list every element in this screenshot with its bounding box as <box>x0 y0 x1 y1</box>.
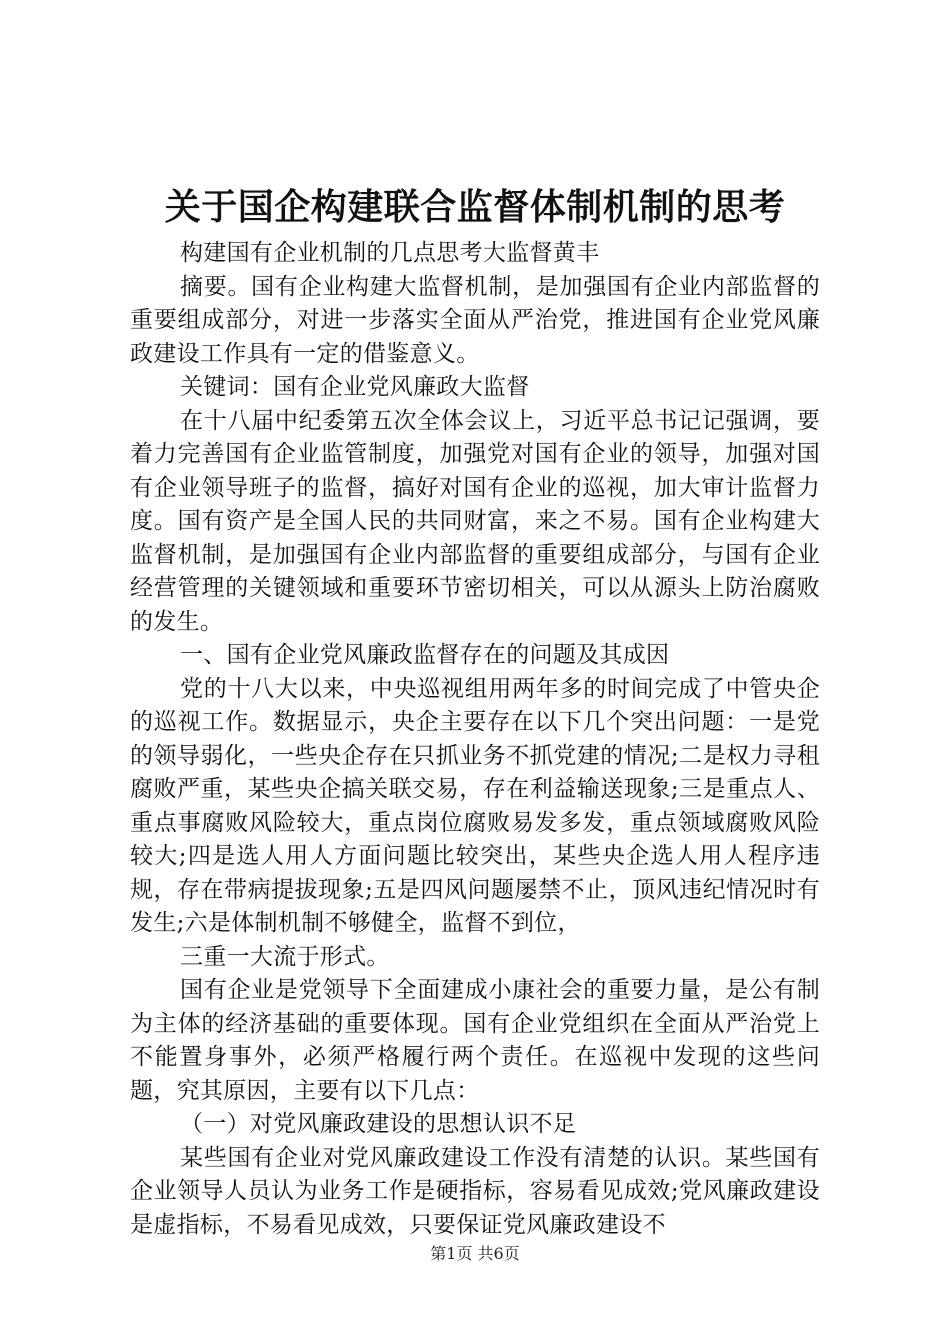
paragraph-problems: 党的十八大以来，中央巡视组用两年多的时间完成了中管央企的巡视工作。数据显示，央企主要存在以下几个突出问题：一是党的领导弱化，一些央企存在只抓业务不抓党建的情况;二是权力寻租腐败严重，某些央企搞关联交易，存在利益输送现象;三是重点人、重点事腐败风险较大，重点岗位腐败易发多发，重点领域腐败风险较大;四是选人用人方面问题比较突出，某些央企选人用人程序违规，存在带病提拔现象;五是四风问题屡禁不止，顶风违纪情况时有发生;六是体制机制不够健全，监督不到位， <box>130 675 820 936</box>
paragraph-keywords: 关键词：国有企业党风廉政大监督 <box>180 374 530 400</box>
page-footer: 第1页 共6页 <box>430 1244 520 1263</box>
paragraph-causes: 国有企业是党领导下全面建成小康社会的重要力量，是公有制为主体的经济基础的重要体现。国有企业党组织在全面从严治党上不能置身事外，必须严格履行两个责任。在巡视中发现的这些问题，究其原因，主要有以下几点： <box>130 977 820 1104</box>
paragraph-awareness: 某些国有企业对党风廉政建设工作没有清楚的认识。某些国有企业领导人员认为业务工作是硬指标，容易看见成效;党风廉政建设是虚指标，不易看见成效，只要保证党风廉政建设不 <box>130 1144 820 1238</box>
document-body <box>130 237 820 1242</box>
section-heading-1: 一、国有企业党风廉政监督存在的问题及其成因 <box>180 642 670 668</box>
paragraph-sanzhong: 三重一大流于形式。 <box>180 943 390 970</box>
paragraph-subtitle: 构建国有企业机制的几点思考大监督黄丰 <box>180 240 600 266</box>
paragraph-abstract: 摘要。国有企业构建大监督机制，是加强国有企业内部监督的重要组成部分，对进一步落实全面从严治党，推进国有企业党风廉政建设工作具有一定的借鉴意义。 <box>130 273 820 367</box>
subsection-heading-1: （一）对党风廉政建设的思想认识不足 <box>180 1111 577 1137</box>
paragraph-intro: 在十八届中纪委第五次全体会议上，习近平总书记记强调，要着力完善国有企业监管制度，加强党对国有企业的领导，加强对国有企业领导班子的监督，搞好对国有企业的巡视，加大审计监督力度。国有资产是全国人民的共同财富，来之不易。国有企业构建大监督机制，是加强国有企业内部监督的重要组成部分，与国有企业经营管理的关键领域和重要环节密切相关，可以从源头上防治腐败的发生。 <box>130 407 820 635</box>
document-title: 关于国企构建联合监督体制机制的思考 <box>164 187 786 228</box>
